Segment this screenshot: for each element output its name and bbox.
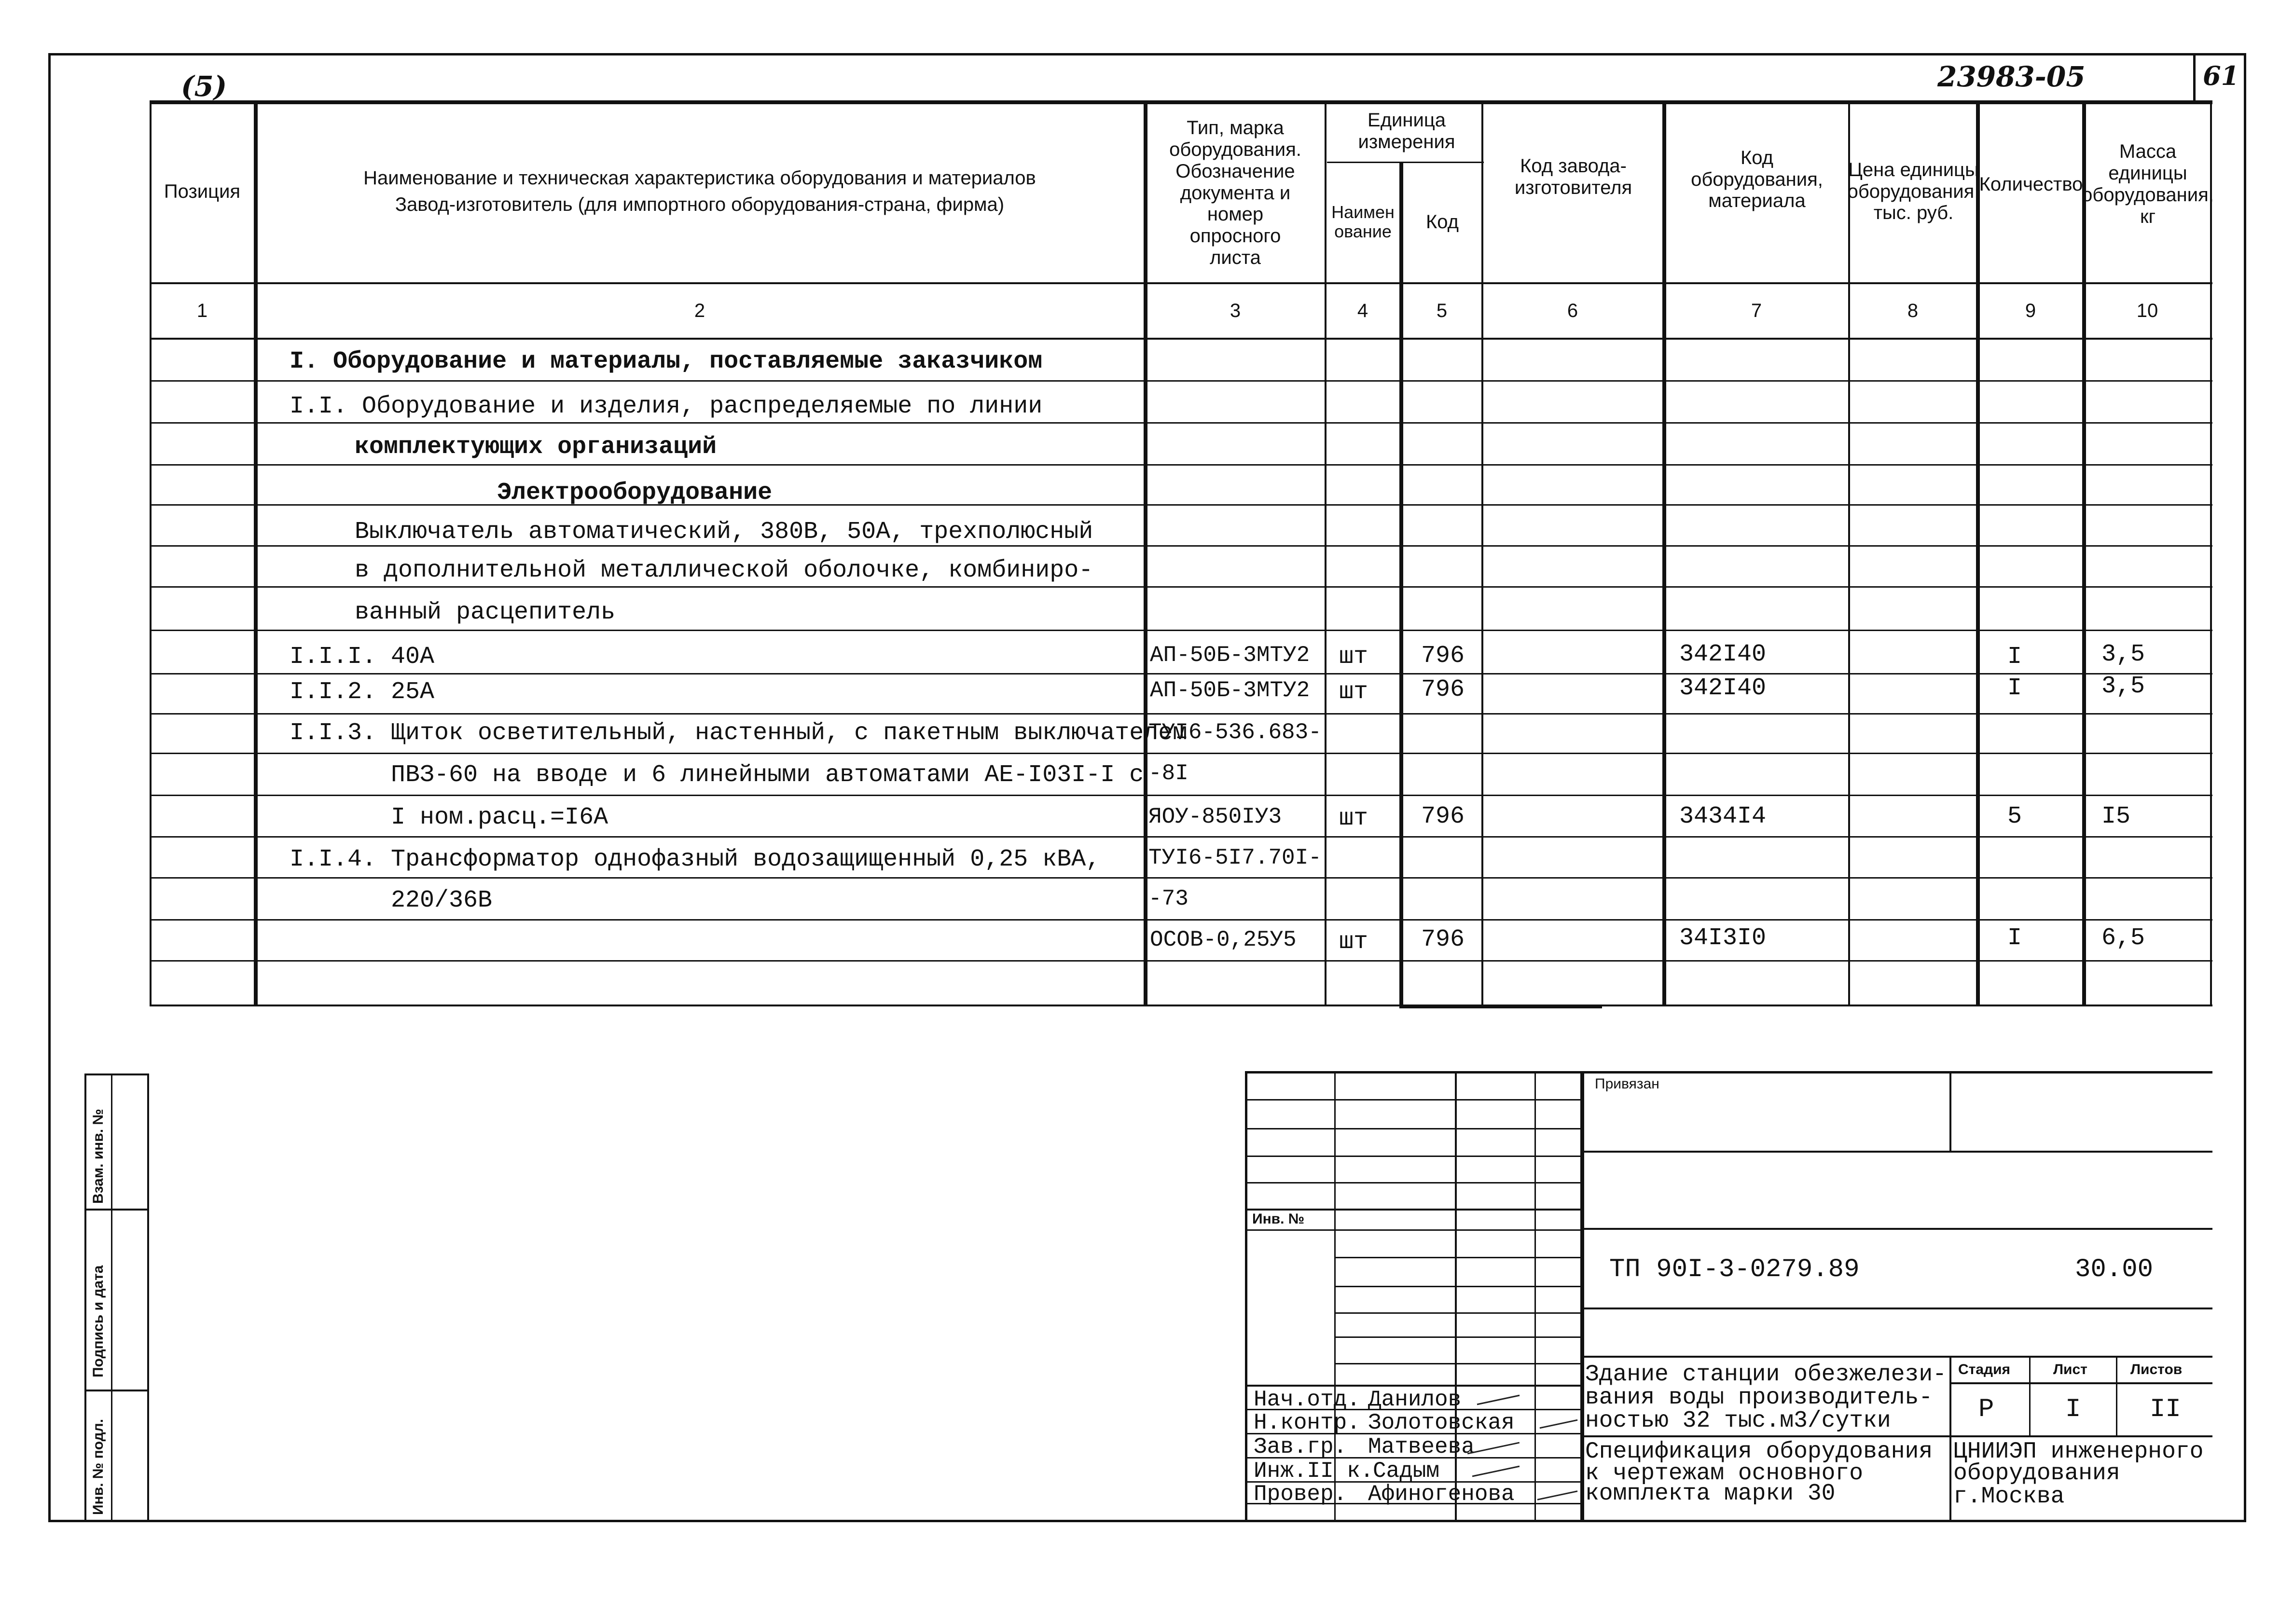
row-unit-code: 796 — [1421, 803, 1465, 830]
row-unit-code: 796 — [1421, 676, 1465, 703]
staff-role: Н.контр. — [1254, 1410, 1360, 1435]
row-type: ТУI6-5I7.70I- — [1148, 845, 1322, 870]
row-unit-code: 796 — [1421, 926, 1465, 953]
row-unit: шт — [1339, 643, 1368, 671]
title-sheets-label: Листов — [2130, 1362, 2183, 1377]
staff-name: Матвеева — [1368, 1434, 1475, 1459]
row-name: ПВЗ-60 на вводе и 6 линейными автоматами АЕ-I03I-I с — [391, 761, 1144, 789]
header-unit-name: Наименование — [1331, 202, 1395, 241]
header-unit-group: Единица измерения — [1358, 110, 1455, 152]
title-spec-line1: Спецификация оборудования — [1585, 1439, 1933, 1465]
title-inv-no: Инв. № — [1252, 1211, 1305, 1227]
row-qty: 5 — [2007, 803, 2022, 830]
row-mass: 3,5 — [2101, 673, 2145, 700]
row-type: ТУI6-536.683- — [1148, 720, 1322, 745]
col-num-6: 6 — [1567, 300, 1578, 321]
header-name-line1: Наименование и техническая характеристика оборудования и материалов — [363, 167, 1036, 189]
row-name: Трансформатор однофазный водозащищенный 0,25 кВА, — [391, 846, 1101, 873]
row-equip-code: 34I3I0 — [1679, 924, 1767, 952]
row-unit: шт — [1339, 928, 1368, 956]
row-name: 25А — [391, 678, 435, 706]
staff-name: Данилов — [1368, 1387, 1462, 1412]
row-unit: шт — [1339, 805, 1368, 832]
header-mass: Масса единицы оборудования, кг — [2082, 141, 2214, 227]
row-qty: I — [2007, 924, 2022, 952]
row-qty: I — [2007, 674, 2022, 702]
title-privyazan: Привязан — [1595, 1076, 1659, 1092]
title-stage: Р — [1978, 1395, 1994, 1424]
row-pos: I.I.3. — [290, 719, 377, 747]
title-mark: 30.00 — [2075, 1255, 2154, 1284]
header-name — [258, 102, 1141, 281]
row-type: АП-50Б-3МТУ2 — [1150, 678, 1310, 703]
col-num-3: 3 — [1230, 300, 1241, 321]
staff-name: Золотовская — [1368, 1410, 1515, 1435]
header-equip-code: Код оборудования, материала — [1691, 147, 1823, 212]
title-doc-code: ТП 90I-3-0279.89 — [1609, 1255, 1860, 1284]
row-equip-code: 3434I4 — [1679, 803, 1767, 830]
col-num-4: 4 — [1357, 300, 1368, 321]
row-group-heading: Электрооборудование — [497, 479, 773, 507]
title-sheet-label: Лист — [2053, 1362, 2087, 1377]
title-spec-line2: к чертежам основного — [1585, 1460, 1864, 1486]
title-building-line2: вания воды производитель- — [1585, 1385, 1933, 1411]
row-name: I ном.расц.=I6А — [391, 804, 608, 831]
title-building-line1: Здание станции обезжелези- — [1585, 1362, 1947, 1388]
side-stamp-inv-podl: Инв. № подл. — [90, 1418, 106, 1515]
header-position: Позиция — [164, 180, 241, 202]
staff-role: Инж.II к. — [1254, 1459, 1374, 1484]
header-price: Цена единицы оборудования, тыс. руб. — [1847, 159, 1980, 224]
row-type: ОСОВ-0,25У5 — [1150, 927, 1297, 952]
title-sheet: I — [2065, 1395, 2081, 1424]
header-maker-code: Код завода-изготовителя — [1514, 155, 1632, 198]
row-pos: I.I.I. — [290, 643, 377, 671]
row-subsection-line1: I.I. Оборудование и изделия, распределяемые по линии — [290, 393, 1043, 420]
col-num-1: 1 — [196, 300, 208, 321]
row-mass: 3,5 — [2101, 641, 2145, 668]
row-name: 220/36В — [391, 887, 493, 914]
row-mass: I5 — [2101, 803, 2131, 830]
row-pos: I.I.4. — [290, 846, 377, 873]
page-number: 61 — [2203, 60, 2239, 91]
header-unit-code: Код — [1425, 211, 1459, 233]
staff-name: Афиногенова — [1368, 1482, 1515, 1507]
staff-role: Зав.гр. — [1254, 1434, 1347, 1459]
drawing-number: 23983-05 — [1937, 60, 2086, 93]
col-num-7: 7 — [1751, 300, 1762, 321]
col-num-5: 5 — [1436, 300, 1448, 321]
title-org-line1: ЦНИИЭП инженерного — [1953, 1439, 2204, 1465]
header-type: Тип, марка оборудования. Обозначение документа и номер опросного листа — [1169, 117, 1301, 268]
row-mass: 6,5 — [2101, 924, 2145, 952]
title-sheets: II — [2150, 1395, 2181, 1424]
row-type: ЯОУ-850IУ3 — [1148, 804, 1282, 829]
row-type: -8I — [1148, 761, 1188, 786]
col-num-2: 2 — [694, 300, 705, 321]
title-org-line3: г.Москва — [1953, 1484, 2065, 1510]
row-name: Щиток осветительный, настенный, с пакетным выключателем — [391, 719, 1188, 747]
side-stamp-sign-date: Подпись и дата — [90, 1265, 106, 1377]
header-name-line2: Завод-изготовитель (для импортного оборудования-страна, фирма) — [395, 194, 1005, 215]
row-section-title: I. Оборудование и материалы, поставляемые заказчиком — [290, 348, 1043, 375]
staff-role: Провер. — [1254, 1482, 1347, 1507]
col-num-8: 8 — [1907, 300, 1919, 321]
corner-mark: (5) — [181, 70, 227, 103]
title-org-line2: оборудования — [1953, 1460, 2120, 1486]
staff-role: Нач.отд. — [1254, 1387, 1360, 1412]
row-type: АП-50Б-3МТУ2 — [1150, 643, 1310, 668]
row-equip-code: 342I40 — [1679, 674, 1767, 702]
row-equip-code: 342I40 — [1679, 641, 1767, 668]
title-spec-line3: комплекта марки 30 — [1585, 1481, 1836, 1507]
title-building-line3: ностью 32 тыс.м3/сутки — [1585, 1408, 1891, 1434]
side-stamp-inv-zam: Взам. инв. № — [90, 1109, 106, 1204]
row-breaker-desc-1: Выключатель автоматический, 380В, 50А, трехполюсный — [355, 518, 1093, 546]
row-type: -73 — [1148, 886, 1188, 911]
row-qty: I — [2007, 643, 2022, 671]
title-stage-label: Стадия — [1958, 1362, 2011, 1377]
row-name: 40А — [391, 643, 435, 671]
col-num-10: 10 — [2136, 300, 2158, 321]
row-unit-code: 796 — [1421, 642, 1465, 670]
row-unit: шт — [1339, 678, 1368, 706]
row-breaker-desc-2: в дополнительной металлической оболочке, комбиниро- — [355, 557, 1093, 584]
row-pos: I.I.2. — [290, 678, 377, 706]
staff-name: Садым — [1373, 1459, 1440, 1484]
header-qty: Количество — [1979, 173, 2083, 195]
row-breaker-desc-3: ванный расцепитель — [355, 599, 616, 626]
row-subsection-line2: комплектующих организаций — [355, 433, 717, 461]
col-num-9: 9 — [2025, 300, 2036, 321]
